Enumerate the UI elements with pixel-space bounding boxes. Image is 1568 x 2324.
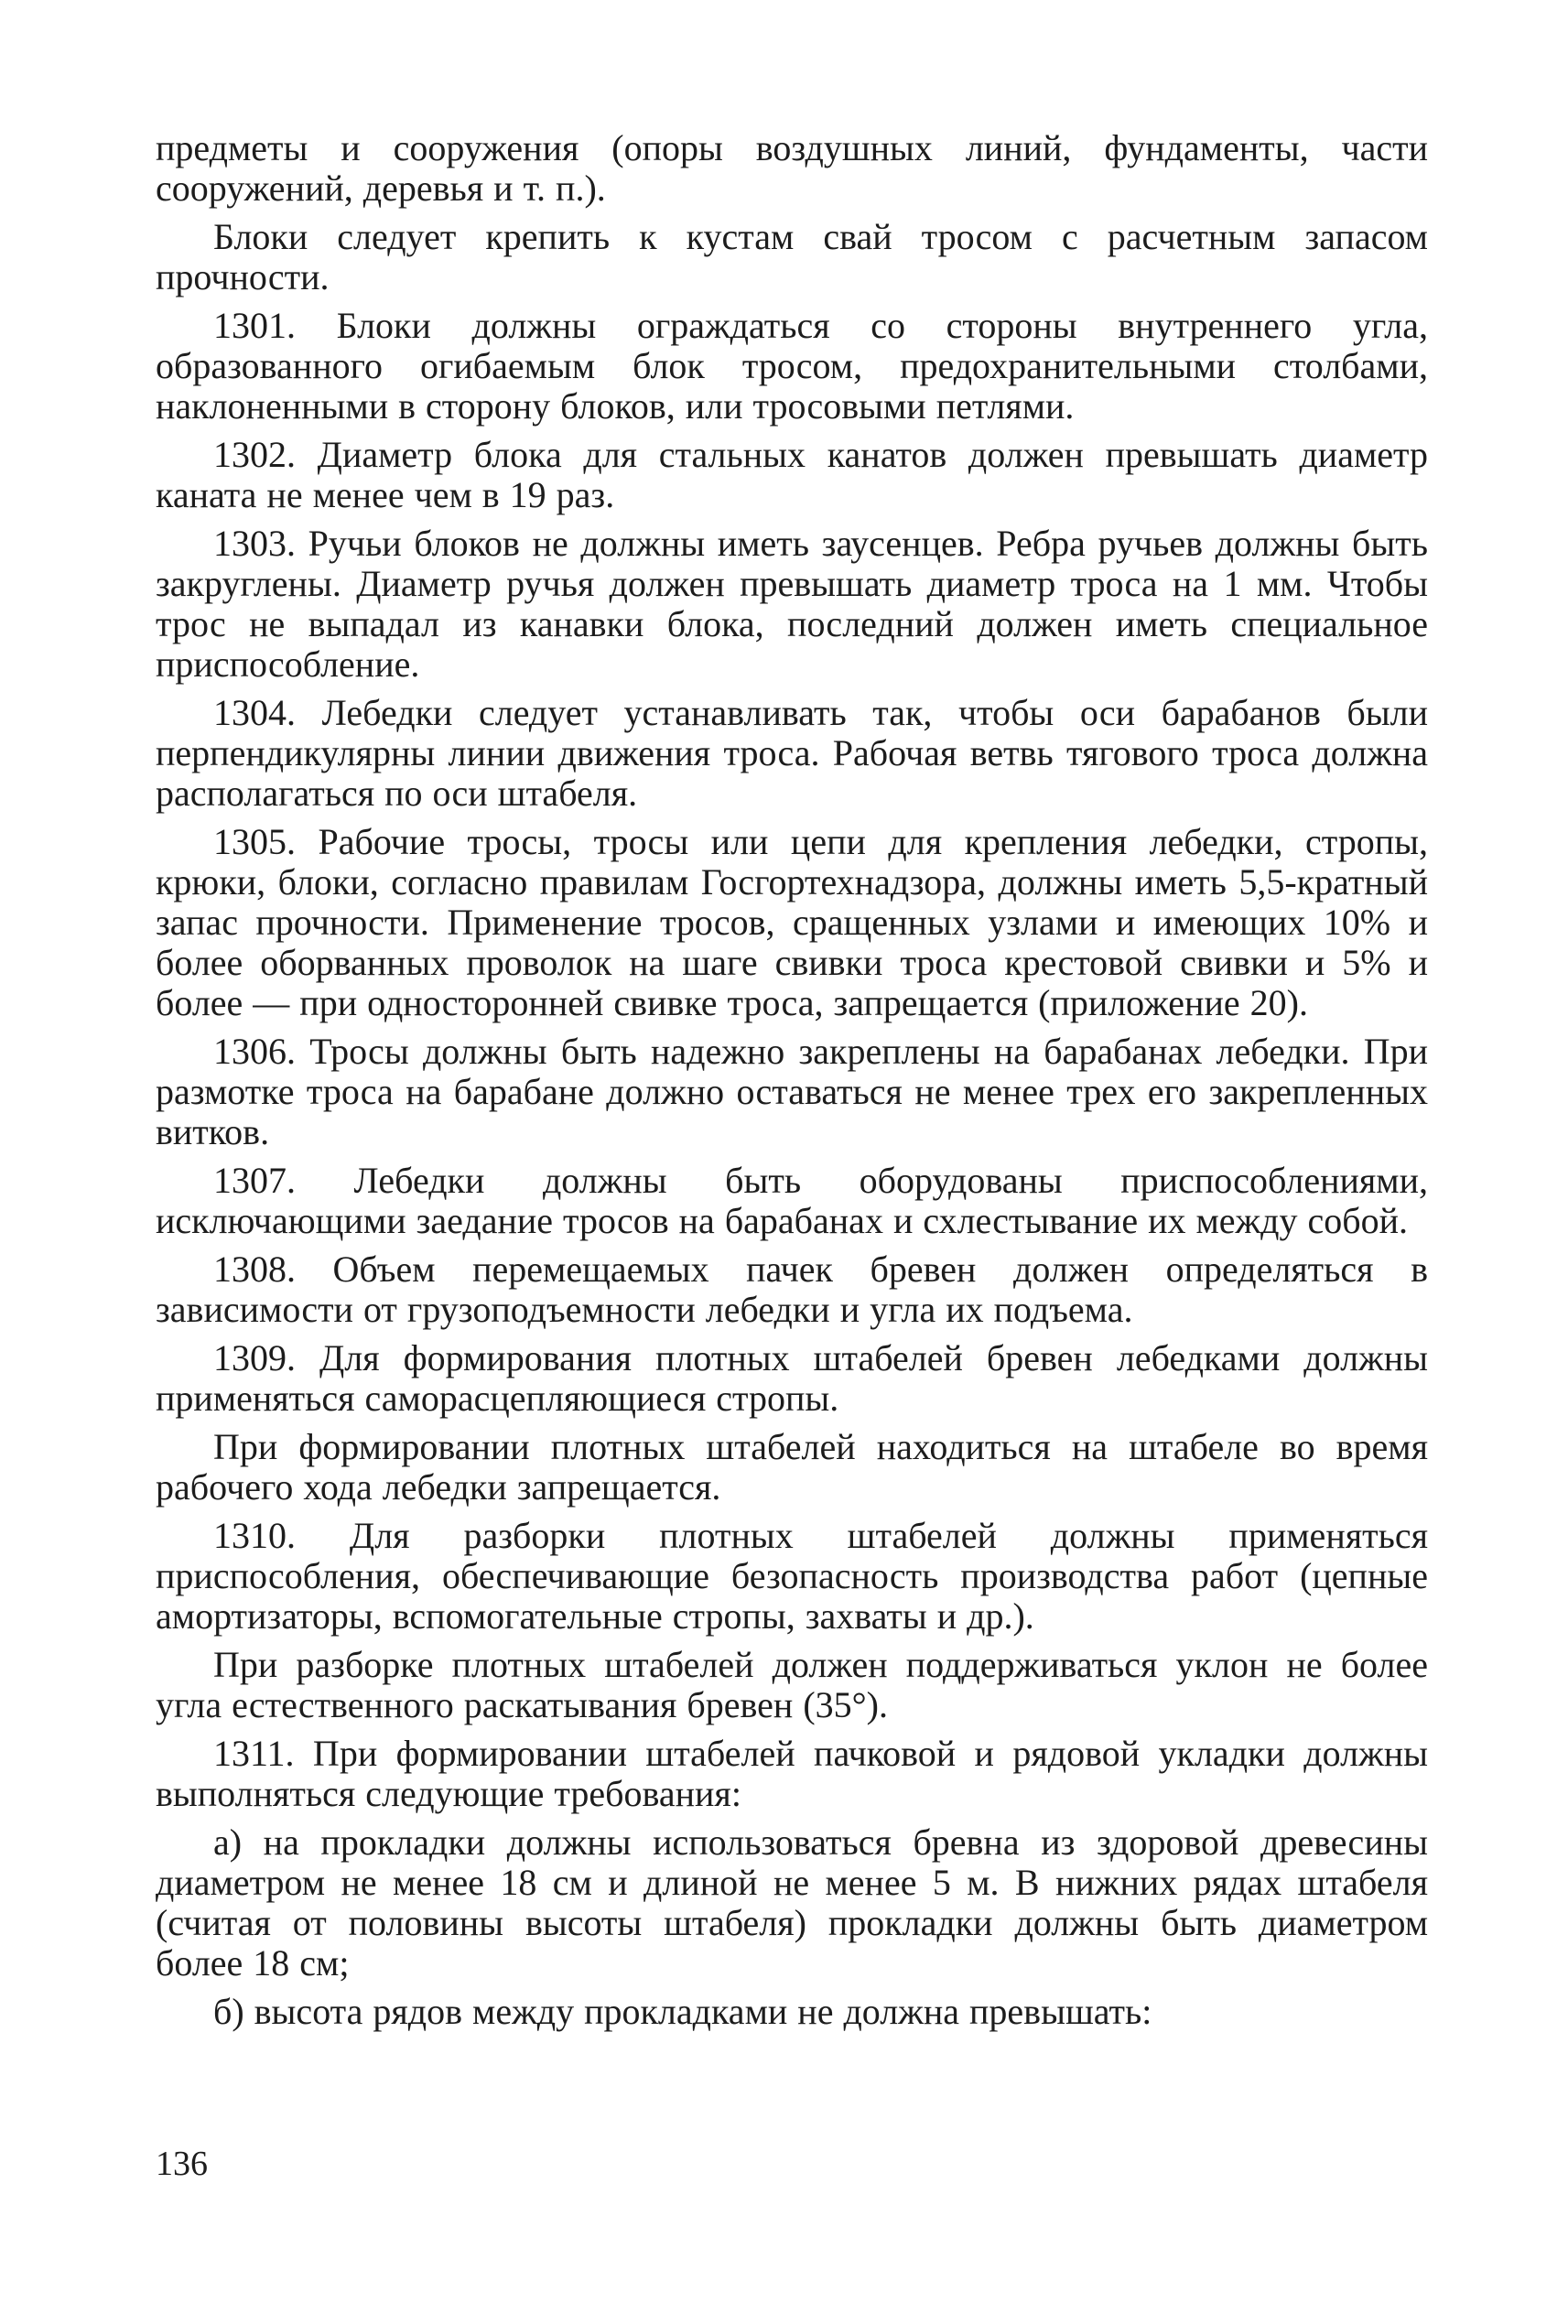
page-number: 136: [156, 2145, 208, 2183]
paragraph-1307: 1307. Лебедки должны быть оборудованы приспособлениями, исключающими заедание тросов на барабанах и схлестывание их между собой.: [156, 1160, 1428, 1241]
paragraph-1309: 1309. Для формирования плотных штабелей бревен лебедками должны применяться саморасцепляющиеся стропы.: [156, 1337, 1428, 1419]
paragraph-1311-a: а) на прокладки должны использоваться бревна из здоровой древесины диаметром не менее 18 см и длиной не менее 5 м. В нижних рядах штабеля (считая от половины высоты штабеля) прокладки должны быть диаметром более 18 см;: [156, 1821, 1428, 1984]
paragraph-1309-note: При формировании плотных штабелей находиться на штабеле во время рабочего хода лебедки запрещается.: [156, 1426, 1428, 1508]
paragraph-1303: 1303. Ручьи блоков не должны иметь заусенцев. Ребра ручьев должны быть закруглены. Диаметр ручья должен превышать диаметр троса на 1 мм. Чтобы трос не выпадал из канавки блока, последний должен иметь специальное приспособление.: [156, 523, 1428, 685]
paragraph-1311: 1311. При формировании штабелей пачковой и рядовой укладки должны выполняться следующие требования:: [156, 1733, 1428, 1814]
paragraph-1311-b: б) высота рядов между прокладками не должна превышать:: [213, 1991, 1152, 2032]
paragraph-1308: 1308. Объем перемещаемых пачек бревен должен определяться в зависимости от грузоподъемности лебедки и угла их подъема.: [156, 1248, 1428, 1330]
page-body: [156, 128, 1428, 2040]
paragraph-1310: 1310. Для разборки плотных штабелей должны применяться приспособления, обеспечивающие безопасность производства работ (цепные амортизаторы, вспомогательные стропы, захваты и др.).: [156, 1515, 1428, 1637]
paragraph-1306: 1306. Тросы должны быть надежно закреплены на барабанах лебедки. При размотке троса на барабане должно оставаться не менее трех его закрепленных витков.: [156, 1031, 1428, 1152]
paragraph-1302: 1302. Диаметр блока для стальных канатов должен превышать диаметр каната не менее чем в 19 раз.: [156, 434, 1428, 515]
paragraph-continuation: предметы и сооружения (опоры воздушных линий, фундаменты, части сооружений, деревья и т. п.).: [156, 127, 1428, 209]
paragraph-1310-note: При разборке плотных штабелей должен поддерживаться уклон не более угла естественного раскатывания бревен (35°).: [156, 1644, 1428, 1725]
paragraph-blocks-fastening: Блоки следует крепить к кустам свай тросом с расчетным запасом прочности.: [156, 216, 1428, 297]
paragraph-1301: 1301. Блоки должны ограждаться со стороны внутреннего угла, образованного огибаемым блок тросом, предохранительными столбами, наклоненными в сторону блоков, или тросовыми петлями.: [156, 305, 1428, 427]
paragraph-1304: 1304. Лебедки следует устанавливать так, чтобы оси барабанов были перпендикулярны линии движения троса. Рабочая ветвь тягового троса должна располагаться по оси штабеля.: [156, 692, 1428, 814]
paragraph-1305: 1305. Рабочие тросы, тросы или цепи для крепления лебедки, стропы, крюки, блоки, согласно правилам Госгортехнадзора, должны иметь 5,5-кратный запас прочности. Применение тросов, сращенных узлами и имеющих 10% и более оборванных проволок на шаге свивки троса крестовой свивки и 5% и более — при односторонней свивке троса, запрещается (приложение 20).: [156, 821, 1428, 1023]
